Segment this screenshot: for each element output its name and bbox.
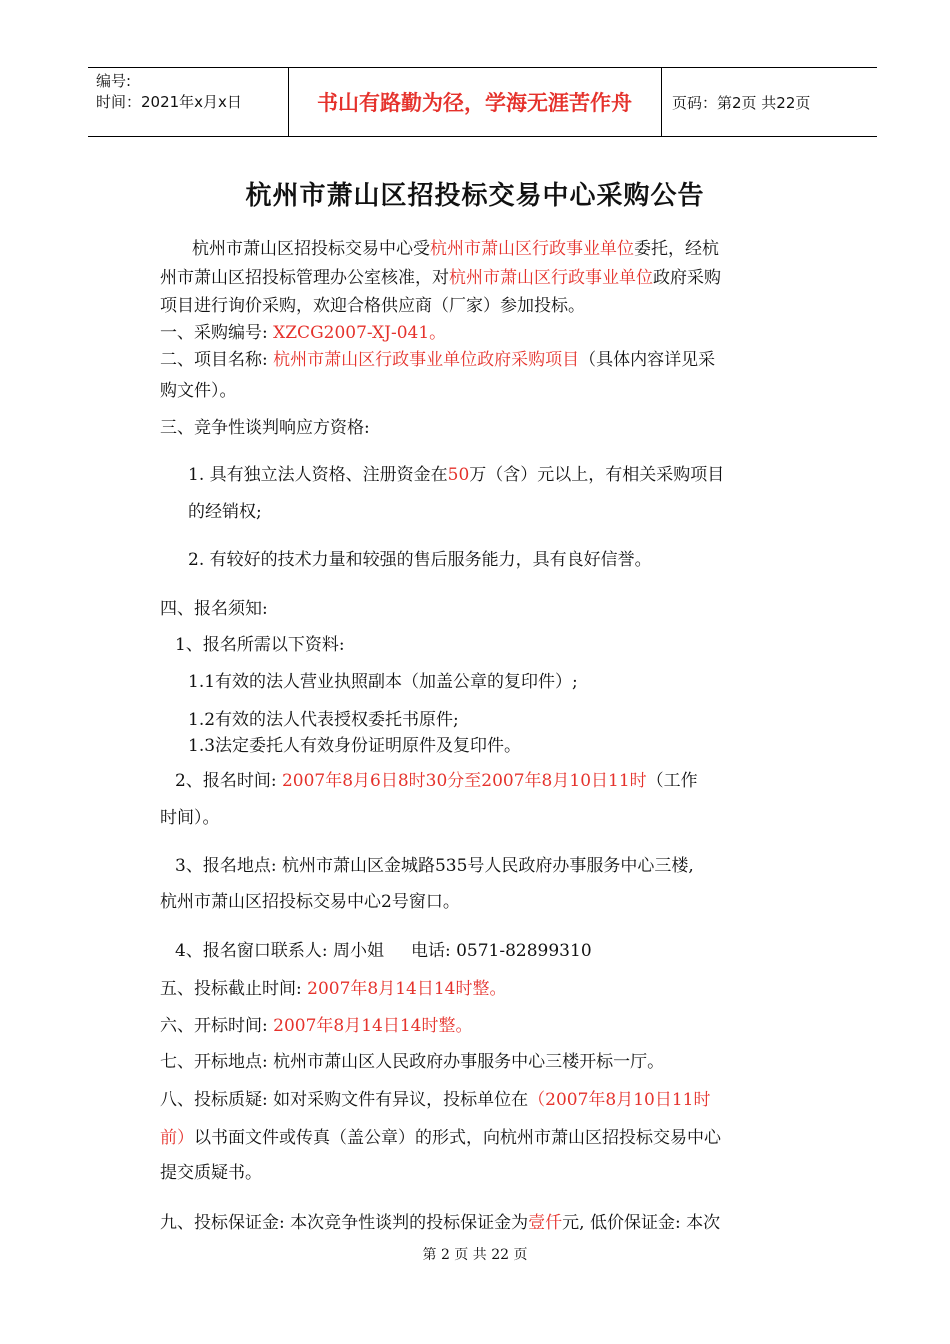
- section-opening-place: 七、开标地点: 杭州市萧山区人民政府办事服务中心三楼开标一厅。: [160, 1052, 665, 1072]
- section-inquiry-cont-2: 提交质疑书。: [160, 1163, 262, 1183]
- registration-time: 2、报名时间: 2007年8月6日8时30分至2007年8月10日11时（工作: [175, 771, 698, 791]
- registration-material-2: 1.2有效的法人代表授权委托书原件;: [188, 710, 459, 730]
- section-inquiry-cont: 前）以书面文件或传真（盖公章）的形式，向杭州市萧山区招投标交易中心: [160, 1128, 721, 1148]
- section-deadline: 五、投标截止时间: 2007年8月14日14时整。: [160, 979, 507, 999]
- registration-materials: 1、报名所需以下资料:: [175, 635, 345, 655]
- page-footer: 第 2 页 共 22 页: [422, 1247, 528, 1263]
- section-opening-time: 六、开标时间: 2007年8月14日14时整。: [160, 1016, 473, 1036]
- intro-line-3: 项目进行询价采购，欢迎合格供应商（厂家）参加投标。: [160, 296, 585, 316]
- header-meta: [96, 71, 242, 113]
- section-project-name: 二、项目名称: 杭州市萧山区行政事业单位政府采购项目（具体内容详见采: [160, 350, 716, 370]
- section-qualification: 三、竞争性谈判响应方资格:: [160, 418, 370, 438]
- header-number: 编号:: [96, 72, 132, 90]
- section-procurement-number: 一、采购编号: XZCG2007-XJ-041。: [160, 323, 447, 343]
- header-slogan: 书山有路勤为径，学海无涯苦作舟: [317, 91, 632, 115]
- qualification-item-2: 2. 有较好的技术力量和较强的售后服务能力，具有良好信誉。: [188, 550, 652, 570]
- registration-time-cont: 时间）。: [160, 808, 220, 828]
- section-deposit: 九、投标保证金: 本次竞争性谈判的投标保证金为壹仟元, 低价保证金: 本次: [160, 1213, 721, 1233]
- section-registration: 四、报名须知:: [160, 599, 268, 619]
- header-page-info: 页码：第2页 共22页: [672, 93, 811, 112]
- qualification-item-1-cont: 的经销权;: [188, 502, 262, 522]
- header-time: 时间：2021年x月x日: [96, 93, 242, 111]
- document-title: 杭州市萧山区招投标交易中心采购公告: [245, 181, 705, 211]
- registration-location-cont: 杭州市萧山区招投标交易中心2号窗口。: [160, 892, 460, 912]
- registration-material-1: 1.1有效的法人营业执照副本（加盖公章的复印件）;: [188, 672, 578, 692]
- qualification-item-1: 1. 具有独立法人资格、注册资金在50万（含）元以上，有相关采购项目: [188, 465, 725, 485]
- intro-line-1: 杭州市萧山区招投标交易中心受杭州市萧山区行政事业单位委托，经杭: [192, 239, 719, 259]
- page-header: [88, 67, 877, 137]
- section-project-name-cont: 购文件）。: [160, 381, 237, 401]
- registration-location: 3、报名地点: 杭州市萧山区金城路535号人民政府办事服务中心三楼,: [175, 856, 694, 876]
- header-divider: [661, 68, 662, 136]
- intro-line-2: 州市萧山区招投标管理办公室核准，对杭州市萧山区行政事业单位政府采购: [160, 268, 721, 288]
- registration-material-3: 1.3法定委托人有效身份证明原件及复印件。: [188, 736, 522, 756]
- section-inquiry: 八、投标质疑: 如对采购文件有异议，投标单位在（2007年8月10日11时: [160, 1090, 711, 1110]
- registration-contact: 4、报名窗口联系人: 周小姐 电话: 0571-82899310: [175, 941, 592, 961]
